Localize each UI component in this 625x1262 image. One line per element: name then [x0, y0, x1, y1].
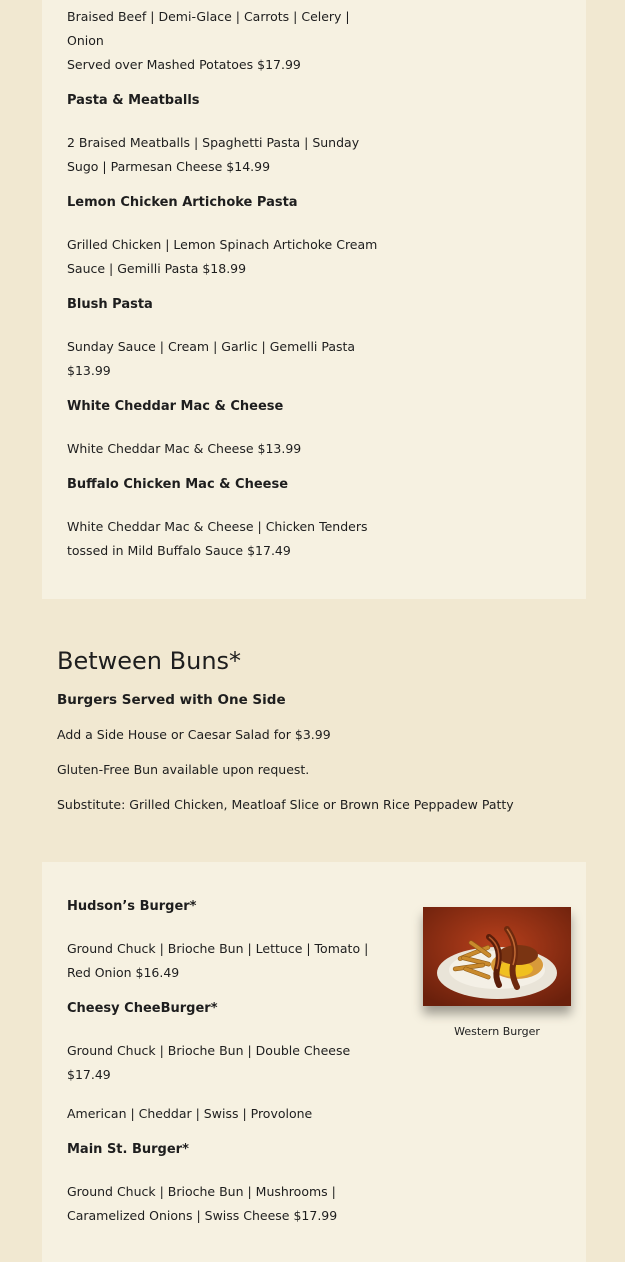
menu-item-name: Lemon Chicken Artichoke Pasta — [67, 195, 298, 210]
menu-item-description: White Cheddar Mac & Cheese $13.99 — [67, 441, 302, 456]
menu-item-name: Buffalo Chicken Mac & Cheese — [67, 477, 289, 492]
section-subtitle: Burgers Served with One Side — [57, 692, 286, 708]
menu-item-description: Grilled Chicken | Lemon Spinach Artichoke Cream Sauce | Gemilli Pasta $18.99 — [67, 237, 378, 276]
section-note: Gluten-Free Bun available upon request. — [57, 762, 310, 777]
menu-card-pasta — [42, 0, 586, 599]
menu-item-name: Pasta & Meatballs — [67, 93, 200, 108]
menu-card-burgers — [42, 862, 586, 1262]
menu-items-list — [67, 5, 402, 578]
menu-item-name: White Cheddar Mac & Cheese — [67, 399, 284, 414]
burger-photo-figure — [423, 907, 571, 1038]
menu-item-description: 2 Braised Meatballs | Spaghetti Pasta | Sunday Sugo | Parmesan Cheese $14.99 — [67, 135, 360, 174]
section-note: Substitute: Grilled Chicken, Meatloaf Slice or Brown Rice Peppadew Patty — [57, 797, 514, 812]
menu-item-name: Main St. Burger* — [67, 1142, 189, 1157]
menu-item-name: Blush Pasta — [67, 297, 153, 312]
menu-item-description: Ground Chuck | Brioche Bun | Lettuce | Tomato | Red Onion $16.49 — [67, 941, 369, 980]
food-plate-image — [423, 907, 571, 1006]
photo-caption: Western Burger — [454, 1025, 540, 1038]
menu-item-cheese-options: American | Cheddar | Swiss | Provolone — [67, 1106, 313, 1121]
western-burger-photo[interactable] — [423, 907, 571, 1006]
section-title: Between Buns* — [57, 647, 242, 675]
menu-item-description: Ground Chuck | Brioche Bun | Mushrooms | Caramelized Onions | Swiss Cheese $17.99 — [67, 1184, 338, 1223]
menu-item-description: Braised Beef | Demi-Glace | Carrots | Celery | Onion Served over Mashed Potatoes $17.99 — [67, 9, 350, 72]
menu-item-name: Hudson’s Burger* — [67, 899, 197, 914]
menu-item-description: Ground Chuck | Brioche Bun | Double Cheese $17.49 — [67, 1043, 351, 1082]
menu-item-name: Cheesy CheeBurger* — [67, 1001, 218, 1016]
section-between-buns — [57, 640, 577, 815]
menu-items-list — [67, 898, 402, 1243]
menu-item-description: Sunday Sauce | Cream | Garlic | Gemelli Pasta $13.99 — [67, 339, 356, 378]
section-note: Add a Side House or Caesar Salad for $3.99 — [57, 727, 331, 742]
menu-item-description: White Cheddar Mac & Cheese | Chicken Tenders tossed in Mild Buffalo Sauce $17.49 — [67, 519, 368, 558]
